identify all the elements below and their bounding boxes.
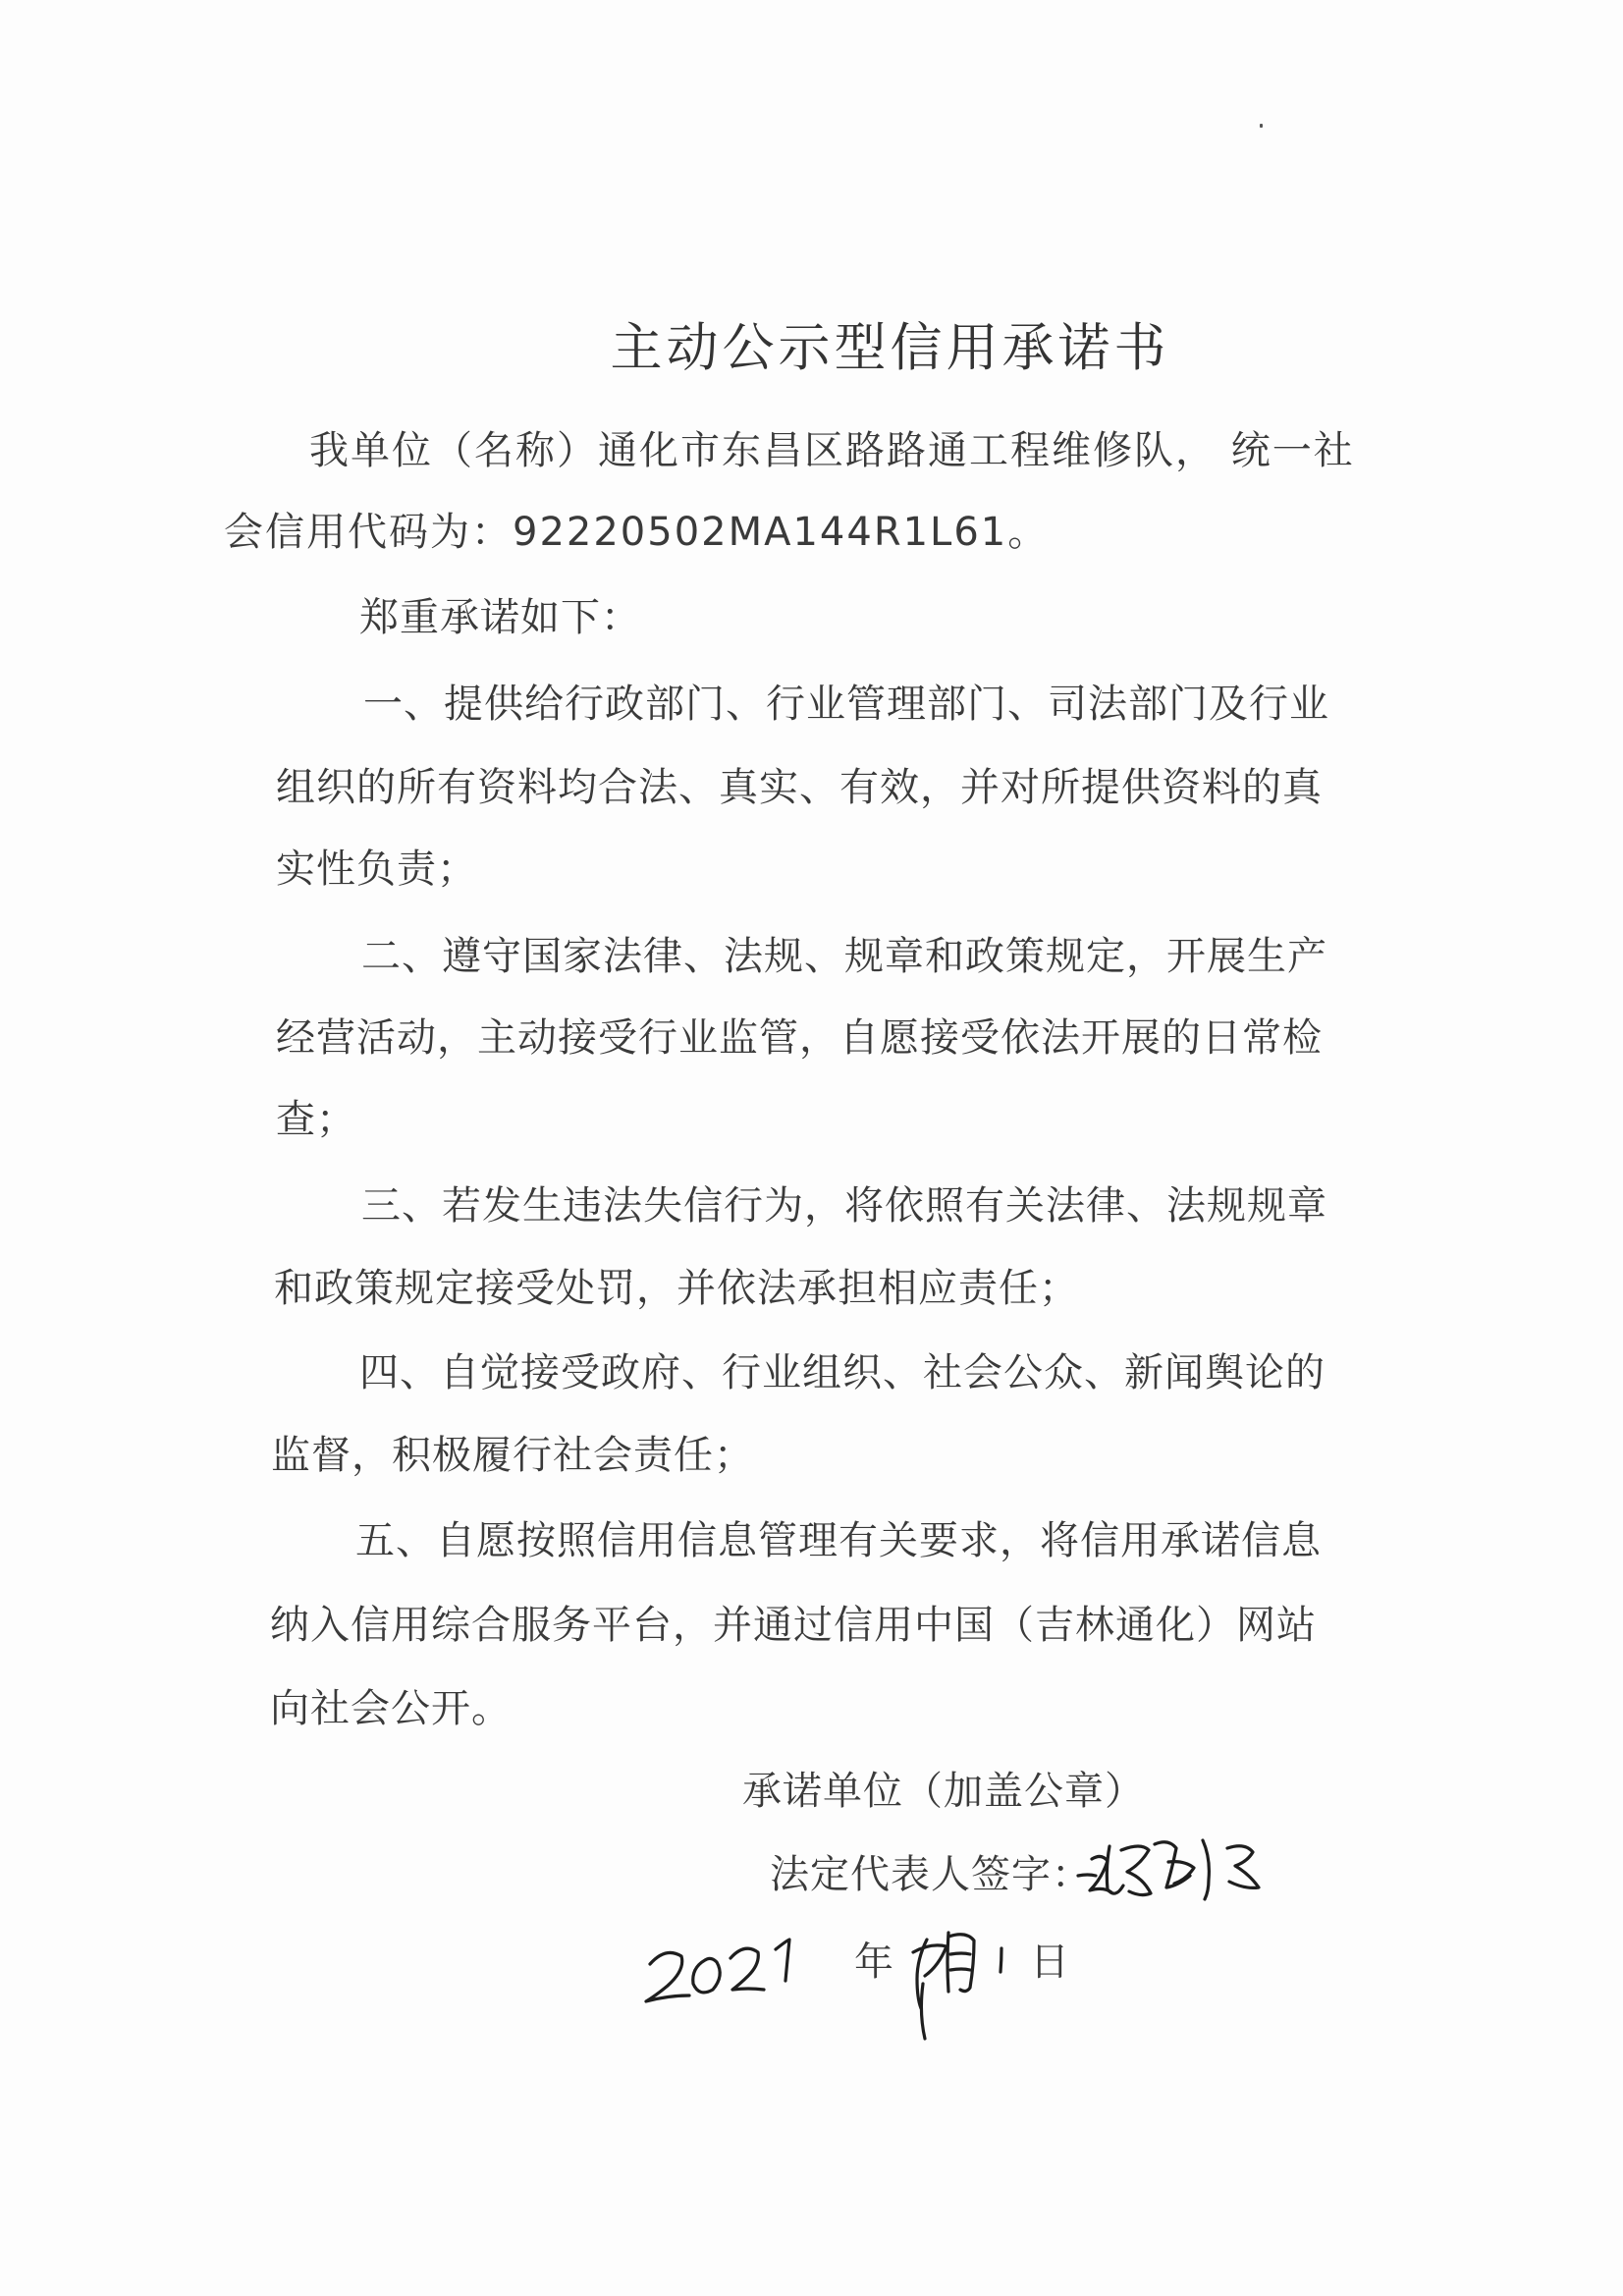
item-1-line-3: 实性负责； (276, 847, 477, 892)
item-2-line-2: 经营活动，主动接受行业监管，自愿接受依法开展的日常检 (276, 1015, 1323, 1061)
item-1-line-2: 组织的所有资料均合法、真实、有效，并对所提供资料的真 (276, 765, 1323, 810)
signature-unit-label: 承诺单位（加盖公章） (742, 1769, 1145, 1814)
intro-line-2: 会信用代码为：92220502MA144R1L61。 (224, 510, 1050, 555)
item-4-line-2: 监督，积极履行社会责任； (271, 1433, 754, 1478)
handwritten-month (913, 1933, 974, 2039)
signature-rep-label: 法定代表人签字： (770, 1852, 1092, 1897)
handwritten-signature (1078, 1840, 1259, 1899)
item-2-line-3: 查； (276, 1097, 356, 1142)
scan-speck (1260, 124, 1263, 128)
item-3-line-2: 和政策规定接受处罚，并依法承担相应责任； (274, 1266, 1079, 1311)
lead-text: 郑重承诺如下： (359, 595, 641, 640)
document-title: 主动公示型信用承诺书 (610, 318, 1170, 378)
handwritten-year (646, 1940, 789, 2001)
item-5-line-2: 纳入信用综合服务平台，并通过信用中国（吉林通化）网站 (270, 1603, 1317, 1648)
date-year-label: 年 (854, 1940, 894, 1985)
item-4-line-1: 四、自觉接受政府、行业组织、社会公众、新闻舆论的 (359, 1350, 1325, 1395)
item-2-line-1: 二、遵守国家法律、法规、规章和政策规定，开展生产 (361, 934, 1327, 979)
date-day-label: 日 (1030, 1940, 1070, 1985)
item-5-line-1: 五、自愿按照信用信息管理有关要求，将信用承诺信息 (355, 1518, 1322, 1563)
item-1-line-1: 一、提供给行政部门、行业管理部门、司法部门及行业 (363, 682, 1329, 727)
item-5-line-3: 向社会公开。 (270, 1686, 512, 1731)
item-3-line-1: 三、若发生违法失信行为，将依照有关法律、法规规章 (361, 1183, 1327, 1229)
intro-line-1: 我单位（名称）通化市东昌区路路通工程维修队， 统一社 (309, 428, 1355, 473)
